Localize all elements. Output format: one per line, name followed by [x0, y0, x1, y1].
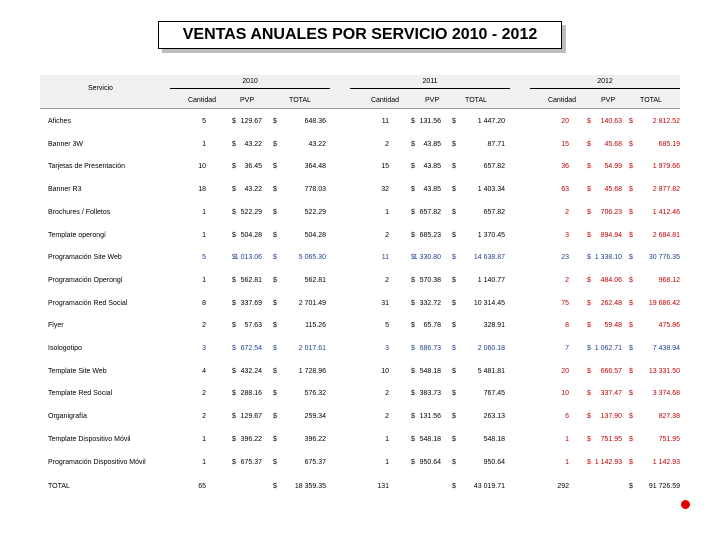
year-2011-underline [350, 88, 510, 89]
cell-currency-pvp-2011: $ [411, 459, 415, 466]
cell-currency-total-2010: $ [273, 345, 277, 352]
cell-cantidad-2012: 2 [565, 277, 569, 284]
cell-currency-total-2011: $ [452, 232, 456, 239]
cell-currency-pvp-2011: $ [411, 209, 415, 216]
cell-cantidad-2012: 6 [565, 413, 569, 420]
row-service-name: Template Site Web [48, 368, 107, 375]
row-service-name: Banner R3 [48, 186, 82, 193]
totals-currency-2012: $ [629, 483, 633, 490]
cell-total-2011: 1 403.34 [477, 186, 505, 193]
row-service-name: Afiches [48, 118, 71, 125]
cell-currency-pvp-2010: $ [232, 413, 236, 420]
cell-currency-total-2012: $ [629, 368, 633, 375]
cell-cantidad-2010: 18 [198, 186, 206, 193]
cell-cantidad-2011: 32 [381, 186, 389, 193]
totals-cantidad-2011: 131 [377, 483, 389, 490]
cell-pvp-2011: 548.18 [419, 436, 441, 443]
cell-total-2012: 1 979.66 [652, 163, 680, 170]
cell-cantidad-2010: 1 [202, 459, 206, 466]
cell-total-2011: 263.13 [483, 413, 505, 420]
cell-total-2011: 1 447.20 [477, 118, 505, 125]
cell-currency-total-2012: $ [629, 118, 633, 125]
cell-pvp-2012: 137.90 [600, 413, 622, 420]
cell-currency-total-2010: $ [273, 118, 277, 125]
table-header-background [40, 75, 680, 108]
cell-currency-total-2010: $ [273, 300, 277, 307]
cell-pvp-2012: 45.68 [604, 186, 622, 193]
cell-total-2011: 87.71 [487, 141, 505, 148]
cell-currency-total-2010: $ [273, 186, 277, 193]
cell-currency-pvp-2012: $ [587, 232, 591, 239]
cell-currency-pvp-2012: $ [587, 141, 591, 148]
cell-pvp-2011: 131.56 [419, 118, 441, 125]
cell-cantidad-2012: 8 [565, 322, 569, 329]
cell-currency-pvp-2010: $ [232, 277, 236, 284]
cell-currency-pvp-2010: $ [232, 390, 236, 397]
cell-currency-total-2010: $ [273, 436, 277, 443]
cell-cantidad-2011: 2 [385, 390, 389, 397]
cell-currency-total-2011: $ [452, 163, 456, 170]
cell-cantidad-2012: 15 [561, 141, 569, 148]
cell-currency-pvp-2012: $ [587, 322, 591, 329]
cell-currency-total-2010: $ [273, 232, 277, 239]
cell-currency-pvp-2010: $ [232, 232, 236, 239]
cell-pvp-2012: 484.06 [600, 277, 622, 284]
cell-cantidad-2012: 2 [565, 209, 569, 216]
cell-currency-total-2012: $ [629, 436, 633, 443]
row-service-name: Organigrafía [48, 413, 87, 420]
cell-pvp-2012: 706.23 [600, 209, 622, 216]
row-service-name: Programación Dispositivo Móvil [48, 459, 146, 466]
cell-total-2010: 43.22 [308, 141, 326, 148]
totals-label: TOTAL [48, 483, 70, 490]
cell-total-2011: 548.18 [483, 436, 505, 443]
cell-total-2011: 14 638.87 [473, 254, 505, 261]
cell-currency-total-2012: $ [629, 300, 633, 307]
row-service-name: Banner 3W [48, 141, 84, 148]
cell-currency-total-2011: $ [452, 186, 456, 193]
cell-cantidad-2012: 23 [561, 254, 569, 261]
cell-currency-pvp-2011: $ [411, 300, 415, 307]
cell-currency-pvp-2012: $ [587, 118, 591, 125]
cell-pvp-2010: 1 013.06 [234, 254, 262, 261]
row-service-name: Isologotipo [48, 345, 82, 352]
totals-total-2011: 43 019.71 [473, 483, 505, 490]
header-cantidad-2011: Cantidad [370, 97, 400, 104]
cell-currency-total-2012: $ [629, 163, 633, 170]
cell-pvp-2012: 894.94 [600, 232, 622, 239]
cell-total-2011: 1 140.77 [477, 277, 505, 284]
cell-currency-pvp-2012: $ [587, 459, 591, 466]
cell-cantidad-2010: 1 [202, 232, 206, 239]
header-servicio: Servicio [88, 85, 113, 92]
cell-currency-pvp-2012: $ [587, 390, 591, 397]
cell-cantidad-2012: 36 [561, 163, 569, 170]
cell-currency-pvp-2011: $ [411, 322, 415, 329]
cell-total-2012: 2 877.82 [652, 186, 680, 193]
cell-pvp-2012: 54.99 [604, 163, 622, 170]
cell-pvp-2012: 337.47 [600, 390, 622, 397]
cell-currency-total-2010: $ [273, 209, 277, 216]
row-service-name: Template operongí [48, 232, 106, 239]
cell-pvp-2011: 570.38 [419, 277, 441, 284]
cell-currency-pvp-2011: $ [411, 163, 415, 170]
cell-total-2011: 657.82 [483, 209, 505, 216]
cell-currency-total-2012: $ [629, 390, 633, 397]
cell-currency-total-2010: $ [273, 141, 277, 148]
cell-total-2010: 675.37 [304, 459, 326, 466]
cell-currency-total-2010: $ [273, 459, 277, 466]
cell-cantidad-2011: 2 [385, 141, 389, 148]
cell-currency-pvp-2011: $ [411, 141, 415, 148]
cell-pvp-2011: 383.73 [419, 390, 441, 397]
cell-currency-total-2010: $ [273, 368, 277, 375]
cell-currency-total-2011: $ [452, 300, 456, 307]
cell-cantidad-2011: 2 [385, 232, 389, 239]
cell-currency-total-2011: $ [452, 141, 456, 148]
cell-cantidad-2011: 10 [381, 368, 389, 375]
cell-cantidad-2010: 3 [202, 345, 206, 352]
cell-total-2012: 968.12 [658, 277, 680, 284]
cell-total-2010: 648.36 [304, 118, 326, 125]
cell-cantidad-2012: 20 [561, 368, 569, 375]
cell-cantidad-2012: 3 [565, 232, 569, 239]
cell-total-2012: 7 438.94 [652, 345, 680, 352]
cell-total-2010: 259.34 [304, 413, 326, 420]
page-title [158, 21, 562, 49]
row-service-name: Tarjetas de Presentación [48, 163, 126, 170]
cell-pvp-2010: 43.22 [244, 186, 262, 193]
totals-total-2010: 18 359.35 [294, 483, 326, 490]
cell-cantidad-2011: 1 [385, 209, 389, 216]
header-cantidad-2010: Cantidad [187, 97, 217, 104]
cell-pvp-2011: 1 330.80 [413, 254, 441, 261]
totals-cantidad-2012: 292 [557, 483, 569, 490]
cell-currency-total-2011: $ [452, 277, 456, 284]
cell-currency-pvp-2011: $ [411, 436, 415, 443]
cell-pvp-2010: 672.54 [240, 345, 262, 352]
cell-total-2010: 2 017.61 [298, 345, 326, 352]
cell-total-2012: 685.19 [658, 141, 680, 148]
cell-currency-pvp-2011: $ [411, 413, 415, 420]
header-year-2012: 2012 [597, 78, 613, 85]
cell-currency-total-2010: $ [273, 413, 277, 420]
row-service-name: Brochures / Folletos [48, 209, 111, 216]
cell-pvp-2012: 140.63 [600, 118, 622, 125]
table-header-divider [40, 108, 680, 109]
cell-total-2011: 767.45 [483, 390, 505, 397]
cell-pvp-2011: 685.23 [419, 232, 441, 239]
cell-total-2010: 1 728.96 [298, 368, 326, 375]
cell-currency-total-2010: $ [273, 322, 277, 329]
cell-currency-pvp-2011: $ [411, 118, 415, 125]
cell-currency-pvp-2010: $ [232, 322, 236, 329]
cell-currency-pvp-2011: $ [411, 254, 415, 261]
row-service-name: Programación Site Web [48, 254, 122, 261]
cell-currency-pvp-2010: $ [232, 118, 236, 125]
cell-total-2010: 396.22 [304, 436, 326, 443]
cell-currency-pvp-2012: $ [587, 368, 591, 375]
header-pvp-2012: PVP [600, 97, 616, 104]
cell-total-2010: 778.03 [304, 186, 326, 193]
cell-cantidad-2010: 5 [202, 118, 206, 125]
cell-pvp-2011: 548.18 [419, 368, 441, 375]
cell-currency-total-2010: $ [273, 254, 277, 261]
cell-total-2012: 30 776.35 [648, 254, 680, 261]
cell-currency-pvp-2012: $ [587, 163, 591, 170]
header-pvp-2010: PVP [239, 97, 255, 104]
cell-pvp-2011: 131.56 [419, 413, 441, 420]
cell-currency-pvp-2012: $ [587, 345, 591, 352]
totals-currency-2010: $ [273, 483, 277, 490]
cell-currency-pvp-2010: $ [232, 436, 236, 443]
cell-currency-total-2011: $ [452, 209, 456, 216]
cell-currency-pvp-2011: $ [411, 232, 415, 239]
cell-total-2010: 562.81 [304, 277, 326, 284]
cell-pvp-2010: 337.69 [240, 300, 262, 307]
totals-total-2012: 91 726.59 [648, 483, 680, 490]
cell-pvp-2012: 751.95 [600, 436, 622, 443]
header-total-2012: TOTAL [640, 97, 662, 104]
cell-total-2010: 504.28 [304, 232, 326, 239]
cell-currency-total-2010: $ [273, 390, 277, 397]
cell-currency-pvp-2010: $ [232, 141, 236, 148]
cell-cantidad-2011: 15 [381, 163, 389, 170]
cell-pvp-2012: 59.48 [604, 322, 622, 329]
cell-cantidad-2010: 1 [202, 141, 206, 148]
cell-currency-pvp-2012: $ [587, 186, 591, 193]
cell-total-2012: 475.86 [658, 322, 680, 329]
cell-cantidad-2010: 2 [202, 413, 206, 420]
cell-cantidad-2012: 75 [561, 300, 569, 307]
cell-pvp-2010: 43.22 [244, 141, 262, 148]
cell-currency-pvp-2010: $ [232, 345, 236, 352]
cell-currency-total-2011: $ [452, 254, 456, 261]
cell-currency-pvp-2010: $ [232, 300, 236, 307]
cell-currency-pvp-2011: $ [411, 277, 415, 284]
cell-currency-pvp-2010: $ [232, 459, 236, 466]
cell-currency-total-2011: $ [452, 390, 456, 397]
cell-total-2012: 13 331.50 [648, 368, 680, 375]
cell-pvp-2011: 686.73 [419, 345, 441, 352]
cell-cantidad-2010: 4 [202, 368, 206, 375]
cell-total-2012: 3 374.68 [652, 390, 680, 397]
cell-pvp-2012: 45.68 [604, 141, 622, 148]
cell-pvp-2010: 36.45 [244, 163, 262, 170]
cell-pvp-2010: 396.22 [240, 436, 262, 443]
totals-currency-2011: $ [452, 483, 456, 490]
cell-currency-total-2012: $ [629, 186, 633, 193]
cell-currency-total-2012: $ [629, 209, 633, 216]
cell-currency-pvp-2012: $ [587, 413, 591, 420]
cell-currency-total-2011: $ [452, 118, 456, 125]
cell-total-2010: 5 065.30 [298, 254, 326, 261]
cell-pvp-2010: 562.81 [240, 277, 262, 284]
cell-currency-pvp-2012: $ [587, 300, 591, 307]
page-title-text: VENTAS ANUALES POR SERVICIO 2010 - 2012 [182, 26, 538, 43]
cell-currency-total-2011: $ [452, 368, 456, 375]
cell-pvp-2012: 1 062.71 [594, 345, 622, 352]
cell-currency-total-2011: $ [452, 436, 456, 443]
cell-currency-total-2012: $ [629, 345, 633, 352]
cell-cantidad-2012: 63 [561, 186, 569, 193]
row-service-name: Programación Red Social [48, 300, 128, 307]
cell-cantidad-2011: 11 [381, 118, 389, 125]
cell-pvp-2011: 43.85 [423, 163, 441, 170]
cell-total-2011: 950.64 [483, 459, 505, 466]
year-2010-underline [170, 88, 330, 89]
cell-pvp-2010: 522.29 [240, 209, 262, 216]
cell-cantidad-2010: 2 [202, 322, 206, 329]
cell-total-2011: 328.91 [483, 322, 505, 329]
cell-currency-total-2012: $ [629, 232, 633, 239]
cell-pvp-2012: 1 338.10 [594, 254, 622, 261]
cell-currency-pvp-2011: $ [411, 368, 415, 375]
cell-total-2010: 115.26 [305, 322, 326, 329]
cell-cantidad-2010: 10 [198, 163, 206, 170]
cell-currency-pvp-2012: $ [587, 209, 591, 216]
cell-pvp-2011: 65.78 [423, 322, 441, 329]
cell-currency-total-2012: $ [629, 141, 633, 148]
header-total-2011: TOTAL [465, 97, 487, 104]
cell-total-2011: 657.82 [483, 163, 505, 170]
header-pvp-2011: PVP [424, 97, 440, 104]
cell-currency-pvp-2010: $ [232, 209, 236, 216]
cell-total-2012: 827.38 [658, 413, 680, 420]
cell-cantidad-2010: 5 [202, 254, 206, 261]
cell-currency-pvp-2011: $ [411, 186, 415, 193]
cell-cantidad-2012: 7 [565, 345, 569, 352]
cell-currency-total-2012: $ [629, 459, 633, 466]
cell-total-2010: 576.32 [304, 390, 326, 397]
cell-total-2010: 2 701.49 [298, 300, 326, 307]
cell-cantidad-2011: 2 [385, 277, 389, 284]
cell-cantidad-2011: 3 [385, 345, 389, 352]
year-2012-underline [530, 88, 680, 89]
cell-cantidad-2010: 1 [202, 209, 206, 216]
header-year-2010: 2010 [242, 78, 258, 85]
cell-total-2012: 19 686.42 [648, 300, 680, 307]
cell-currency-total-2012: $ [629, 277, 633, 284]
cell-total-2012: 2 684.81 [652, 232, 680, 239]
cell-cantidad-2010: 8 [202, 300, 206, 307]
cell-cantidad-2010: 1 [202, 436, 206, 443]
cell-cantidad-2011: 1 [385, 459, 389, 466]
cell-cantidad-2011: 11 [381, 254, 389, 261]
cell-pvp-2011: 332.72 [419, 300, 441, 307]
cell-total-2011: 1 370.45 [477, 232, 505, 239]
cell-currency-total-2011: $ [452, 413, 456, 420]
cell-total-2010: 364.48 [304, 163, 326, 170]
totals-cantidad-2010: 65 [198, 483, 206, 490]
cell-currency-total-2011: $ [452, 459, 456, 466]
cell-cantidad-2010: 2 [202, 390, 206, 397]
row-service-name: Template Dispositivo Móvil [48, 436, 131, 443]
cell-pvp-2010: 432.24 [240, 368, 262, 375]
cell-cantidad-2011: 31 [381, 300, 389, 307]
cell-cantidad-2010: 1 [202, 277, 206, 284]
cell-currency-pvp-2011: $ [411, 390, 415, 397]
cell-currency-pvp-2010: $ [232, 254, 236, 261]
cell-total-2010: 522.29 [304, 209, 326, 216]
cell-currency-pvp-2010: $ [232, 368, 236, 375]
cell-pvp-2011: 657.82 [419, 209, 441, 216]
header-total-2010: TOTAL [289, 97, 311, 104]
cell-cantidad-2011: 2 [385, 413, 389, 420]
cell-total-2012: 1 412.46 [652, 209, 680, 216]
cell-currency-total-2011: $ [452, 345, 456, 352]
cell-pvp-2010: 57.63 [244, 322, 262, 329]
cell-currency-pvp-2012: $ [587, 277, 591, 284]
row-service-name: Template Red Social [48, 390, 113, 397]
cell-pvp-2012: 262.48 [600, 300, 622, 307]
row-service-name: Flyer [48, 322, 64, 329]
cell-currency-pvp-2010: $ [232, 186, 236, 193]
cell-cantidad-2011: 1 [385, 436, 389, 443]
cell-pvp-2010: 129.67 [240, 118, 262, 125]
cell-pvp-2011: 950.64 [419, 459, 441, 466]
cell-total-2012: 2 812.52 [652, 118, 680, 125]
cell-currency-total-2012: $ [629, 254, 633, 261]
cell-pvp-2012: 666.57 [600, 368, 622, 375]
cell-pvp-2010: 288.16 [240, 390, 262, 397]
cell-cantidad-2012: 10 [561, 390, 569, 397]
cell-currency-total-2012: $ [629, 413, 633, 420]
cell-currency-total-2010: $ [273, 277, 277, 284]
cell-currency-total-2010: $ [273, 163, 277, 170]
cell-pvp-2011: 43.85 [423, 186, 441, 193]
cell-currency-pvp-2011: $ [411, 345, 415, 352]
cell-total-2012: 751.95 [658, 436, 680, 443]
cell-pvp-2010: 675.37 [240, 459, 262, 466]
header-year-2011: 2011 [422, 78, 438, 85]
cell-pvp-2010: 504.28 [240, 232, 262, 239]
cell-pvp-2010: 129.67 [240, 413, 262, 420]
cell-currency-pvp-2010: $ [232, 163, 236, 170]
cell-cantidad-2012: 1 [565, 459, 569, 466]
cell-total-2012: 1 142.93 [652, 459, 680, 466]
cell-pvp-2011: 43.85 [423, 141, 441, 148]
cell-cantidad-2012: 1 [565, 436, 569, 443]
row-service-name: Programación Operongí [48, 277, 123, 284]
cell-total-2011: 5 481.81 [477, 368, 505, 375]
cell-total-2011: 10 314.45 [473, 300, 505, 307]
cell-cantidad-2011: 5 [385, 322, 389, 329]
cell-cantidad-2012: 20 [561, 118, 569, 125]
cell-total-2011: 2 060.18 [477, 345, 505, 352]
cell-currency-pvp-2012: $ [587, 436, 591, 443]
cell-currency-pvp-2012: $ [587, 254, 591, 261]
cell-pvp-2012: 1 142.93 [594, 459, 622, 466]
red-marker-dot [681, 500, 690, 509]
header-cantidad-2012: Cantidad [547, 97, 577, 104]
cell-currency-total-2011: $ [452, 322, 456, 329]
cell-currency-total-2012: $ [629, 322, 633, 329]
